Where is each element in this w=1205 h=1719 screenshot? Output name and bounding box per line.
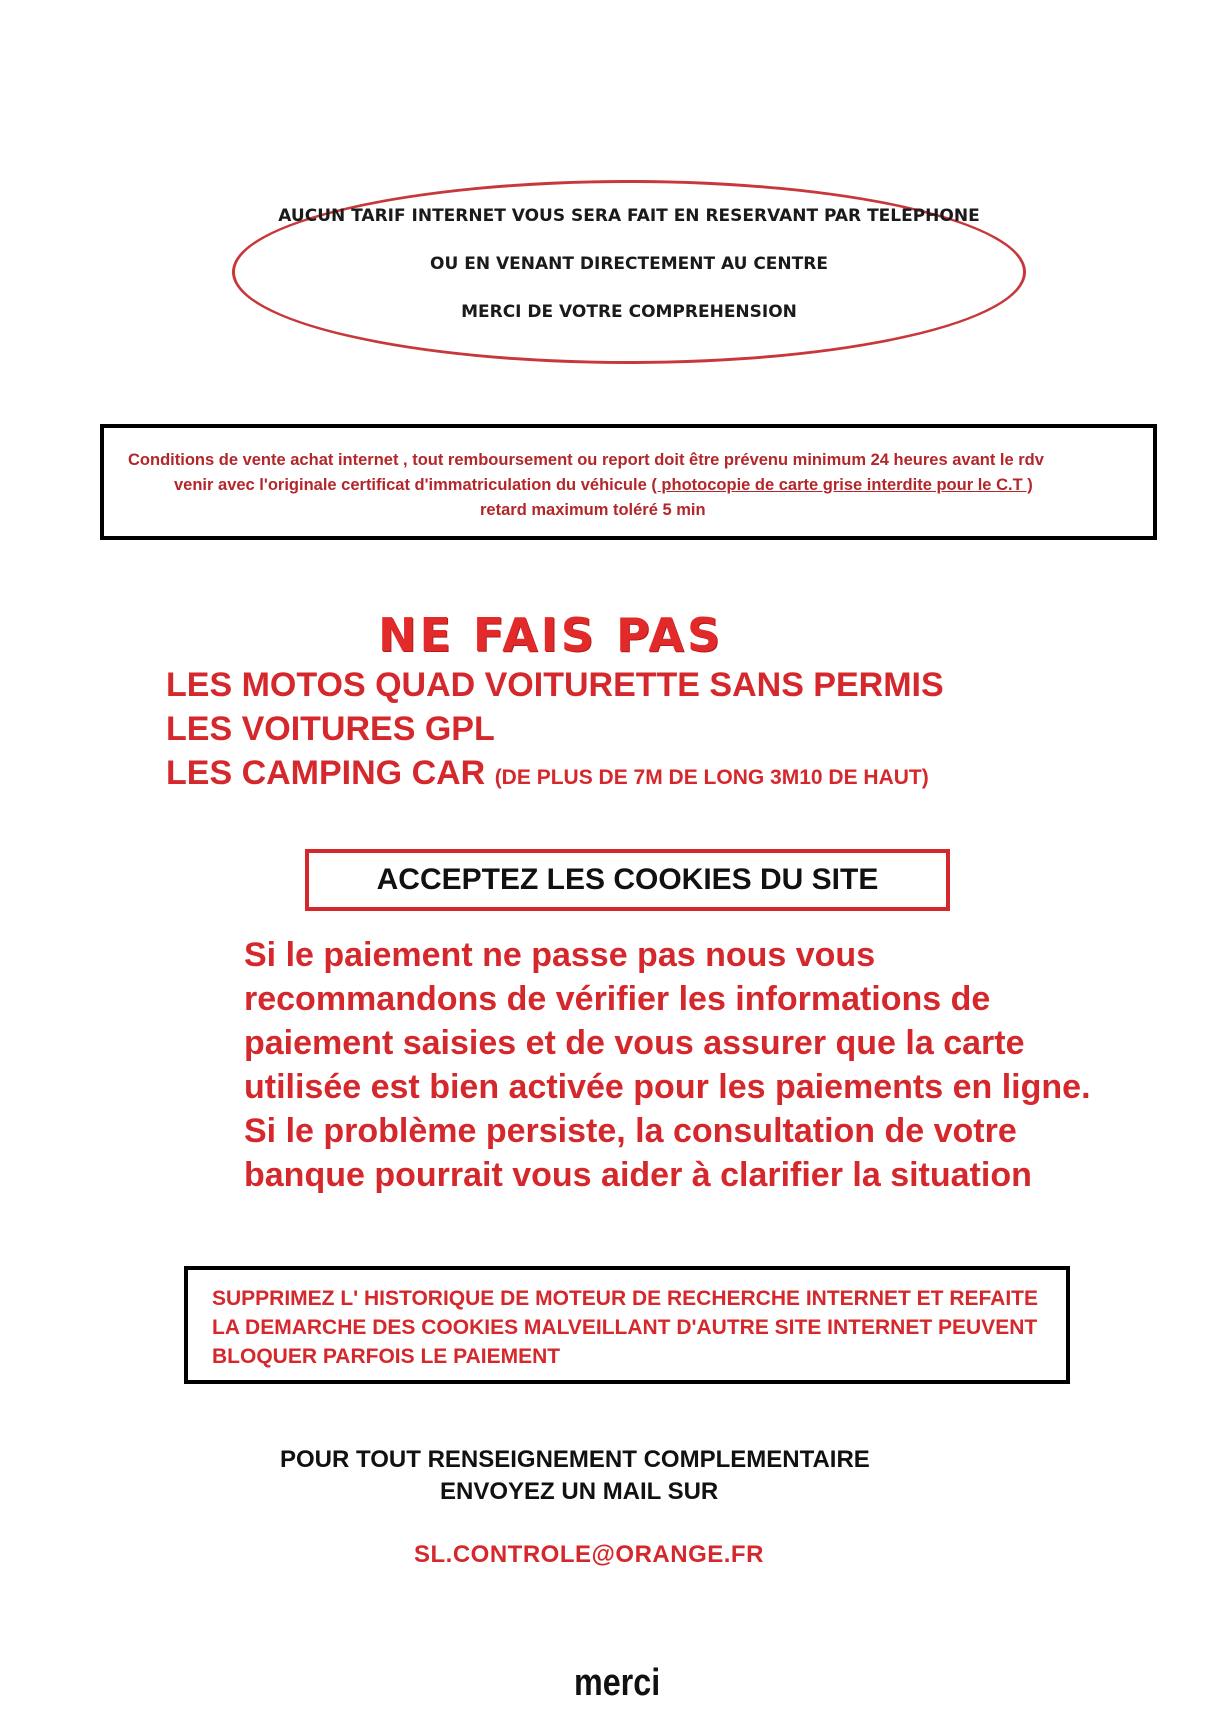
exclusions-title: NE FAIS PAS	[378, 608, 724, 662]
cookies-notice	[305, 849, 950, 911]
exclusion-item-1: LES MOTOS QUAD VOITURETTE SANS PERMIS	[166, 666, 944, 704]
history-notice-text: SUPPRIMEZ L' HISTORIQUE DE MOTEUR DE RECHERCHE INTERNET ET REFAITE LA DEMARCHE DES COOKIES MALVEILLANT D'AUTRE SITE INTERNET PEUVENT BLOQUER PARFOIS LE PAIEMENT	[212, 1287, 1039, 1368]
contact-line-2: ENVOYEZ UN MAIL SUR	[440, 1478, 719, 1505]
notice-line-3: MERCI DE VOTRE COMPREHENSION	[461, 302, 797, 322]
exclusion-item-3-note: (DE PLUS DE 7M DE LONG 3M10 DE HAUT)	[494, 766, 929, 789]
conditions-line-2	[174, 476, 1033, 495]
conditions-line-3: retard maximum toléré 5 min	[480, 501, 706, 519]
exclusion-item-2: LES VOITURES GPL	[166, 710, 495, 748]
exclusion-item-3-label: LES CAMPING CAR	[166, 754, 486, 792]
contact-email: SL.CONTROLE@ORANGE.FR	[414, 1541, 764, 1568]
conditions-line-2-text: venir avec l'originale certificat d'immatriculation du véhicule	[174, 476, 647, 494]
conditions-line-2-note: ( photocopie de carte grise interdite pour le C.T )	[651, 476, 1033, 494]
thanks-text: merci	[574, 1662, 661, 1704]
contact-line-1: POUR TOUT RENSEIGNEMENT COMPLEMENTAIRE	[280, 1446, 870, 1473]
notice-line-2: OU EN VENANT DIRECTEMENT AU CENTRE	[430, 254, 828, 274]
conditions-line-1: Conditions de vente achat internet , tout remboursement ou report doit être prévenu minimum 24 heures avant le rdv	[128, 451, 1044, 469]
payment-advice: Si le paiement ne passe pas nous vous recommandons de vérifier les informations de paiement saisies et de vous assurer que la carte utilisée est bien activée pour les paiements en ligne. Si le problème persiste, la consultation de votre banque pourrait vous aider à clarifier la situation	[244, 936, 1091, 1194]
history-notice-box	[184, 1266, 1070, 1384]
notice-line-1: AUCUN TARIF INTERNET VOUS SERA FAIT EN RESERVANT PAR TELEPHONE	[278, 206, 980, 226]
exclusion-item-3	[166, 754, 929, 793]
cookies-label: ACCEPTEZ LES COOKIES DU SITE	[376, 863, 879, 896]
